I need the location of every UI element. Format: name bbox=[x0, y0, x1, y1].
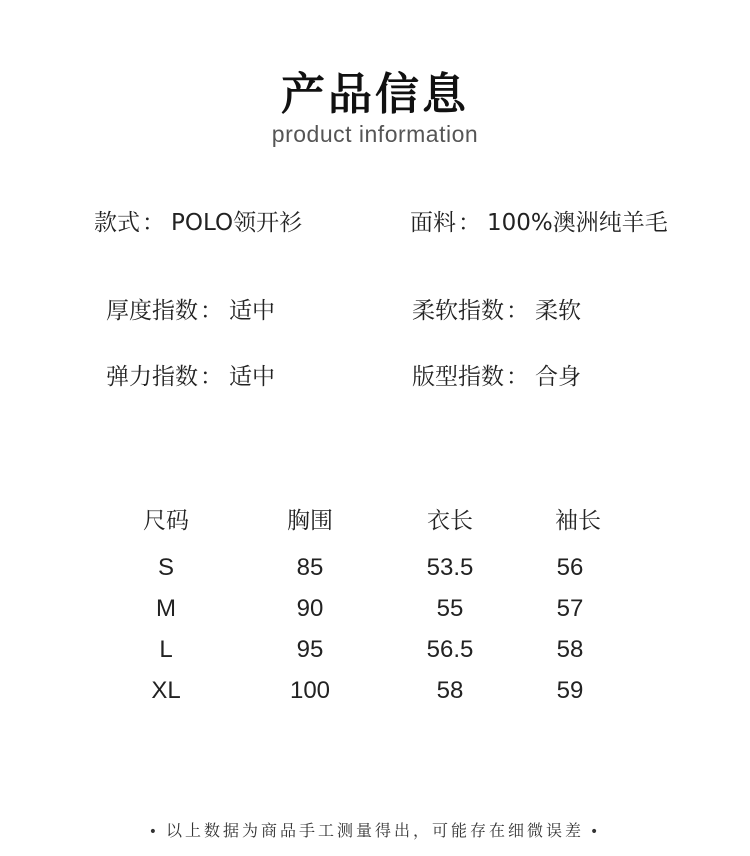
attribute-elasticity bbox=[106, 358, 275, 391]
attribute-fit bbox=[412, 358, 581, 391]
table-header-size: 尺码 bbox=[143, 508, 189, 534]
attribute-value: 适中 bbox=[229, 298, 275, 324]
table-cell-size: XL bbox=[151, 677, 181, 704]
table-cell-chest: 95 bbox=[296, 636, 324, 663]
attribute-value: POLO领开衫 bbox=[171, 210, 303, 236]
table-cell-size: M bbox=[156, 595, 176, 622]
table-cell-sleeve: 59 bbox=[556, 677, 584, 704]
table-cell-sleeve: 58 bbox=[556, 636, 584, 663]
attribute-label: 版型指数 bbox=[412, 364, 504, 390]
attribute-colon: ： bbox=[200, 298, 223, 324]
attribute-colon: ： bbox=[506, 298, 529, 324]
table-header-length: 衣长 bbox=[427, 508, 473, 534]
table-cell-sleeve: 57 bbox=[556, 595, 584, 622]
attribute-colon: ： bbox=[506, 364, 529, 390]
attribute-value: 柔软 bbox=[535, 298, 581, 324]
table-cell-sleeve: 56 bbox=[556, 554, 584, 581]
table-header-chest: 胸围 bbox=[287, 508, 333, 534]
table-cell-length: 58 bbox=[436, 677, 464, 704]
attribute-label: 弹力指数 bbox=[106, 364, 198, 390]
attribute-label: 款式 bbox=[94, 210, 140, 236]
page-subtitle: product information bbox=[271, 121, 479, 147]
attribute-softness bbox=[412, 292, 581, 325]
table-cell-length: 56.5 bbox=[426, 636, 474, 663]
table-cell-chest: 90 bbox=[296, 595, 324, 622]
table-cell-chest: 100 bbox=[289, 677, 331, 704]
attribute-value: 合身 bbox=[535, 364, 581, 390]
table-cell-size: S bbox=[157, 554, 174, 581]
attribute-colon: ： bbox=[458, 210, 481, 236]
attribute-label: 面料 bbox=[410, 210, 456, 236]
attribute-colon: ： bbox=[200, 364, 223, 390]
bullet-icon: • bbox=[148, 824, 160, 840]
attribute-thickness bbox=[106, 292, 275, 325]
table-cell-chest: 85 bbox=[296, 554, 324, 581]
table-header-sleeve: 袖长 bbox=[555, 508, 601, 534]
attribute-value: 100%澳洲纯羊毛 bbox=[487, 210, 668, 236]
measurement-note bbox=[0, 818, 750, 841]
page-title: 产品信息 bbox=[281, 69, 469, 120]
table-cell-size: L bbox=[159, 636, 173, 663]
attribute-fabric bbox=[410, 204, 668, 237]
measurement-note-text: 以上数据为商品手工测量得出，可能存在细微误差 bbox=[165, 821, 584, 840]
attribute-colon: ： bbox=[142, 210, 165, 236]
table-cell-length: 53.5 bbox=[426, 554, 474, 581]
attribute-style bbox=[94, 204, 302, 237]
attribute-label: 柔软指数 bbox=[412, 298, 504, 324]
bullet-icon: • bbox=[590, 824, 602, 840]
attribute-value: 适中 bbox=[229, 364, 275, 390]
table-cell-length: 55 bbox=[436, 595, 464, 622]
attribute-label: 厚度指数 bbox=[106, 298, 198, 324]
